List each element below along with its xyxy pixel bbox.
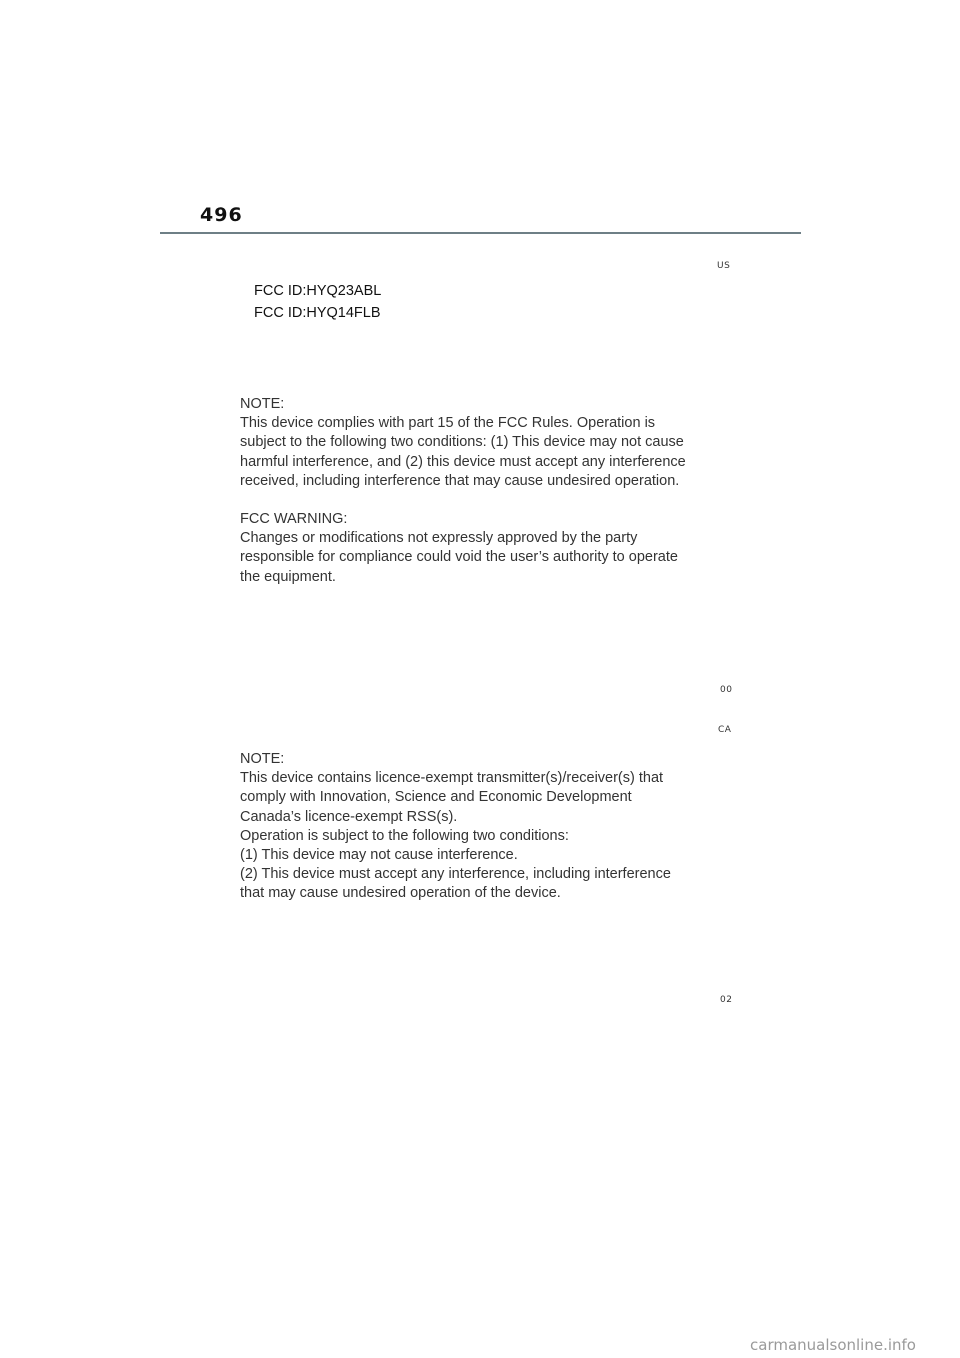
- ca-note-line: Operation is subject to the following two conditions:: [240, 827, 569, 844]
- fcc-id-line: FCC ID:HYQ23ABL: [254, 283, 382, 299]
- us-note-block: [240, 395, 686, 491]
- fcc-warning-heading: FCC WARNING:: [240, 511, 348, 527]
- us-note-line: subject to the following two conditions: (1) This device may not cause: [240, 434, 684, 451]
- fcc-id-line: FCC ID:HYQ14FLB: [254, 305, 381, 321]
- region-tag-us: US: [717, 261, 731, 271]
- ca-note-line: (2) This device must accept any interference, including interference: [240, 866, 671, 883]
- region-tag-ca: CA: [718, 725, 732, 735]
- section-code-us: 00: [720, 685, 733, 695]
- ca-note-line: that may cause undesired operation of the device.: [240, 885, 561, 902]
- us-note-heading: NOTE:: [240, 396, 285, 412]
- header-divider: [160, 232, 801, 234]
- ca-note-line: Canada’s licence-exempt RSS(s).: [240, 808, 458, 825]
- us-note-line: This device complies with part 15 of the FCC Rules. Operation is: [240, 415, 656, 432]
- us-note-line: received, including interference that may cause undesired operation.: [240, 472, 680, 489]
- ca-note-line: comply with Innovation, Science and Economic Development: [240, 789, 632, 806]
- page-number: 496: [200, 204, 243, 226]
- us-note-line: harmful interference, and (2) this device must accept any interference: [240, 453, 686, 470]
- fcc-warning-line: responsible for compliance could void the user’s authority to operate: [240, 549, 678, 566]
- ca-note-block: [240, 750, 671, 904]
- ca-note-line: This device contains licence-exempt transmitter(s)/receiver(s) that: [240, 770, 664, 787]
- section-code-ca: 02: [720, 995, 733, 1005]
- ca-note-heading: NOTE:: [240, 751, 285, 767]
- watermark: carmanualsonline.info: [750, 1336, 916, 1354]
- ca-note-line: (1) This device may not cause interference.: [240, 847, 518, 864]
- fcc-warning-line: Changes or modifications not expressly approved by the party: [240, 530, 638, 547]
- fcc-warning-line: the equipment.: [240, 568, 336, 585]
- fcc-warning-block: [240, 510, 678, 587]
